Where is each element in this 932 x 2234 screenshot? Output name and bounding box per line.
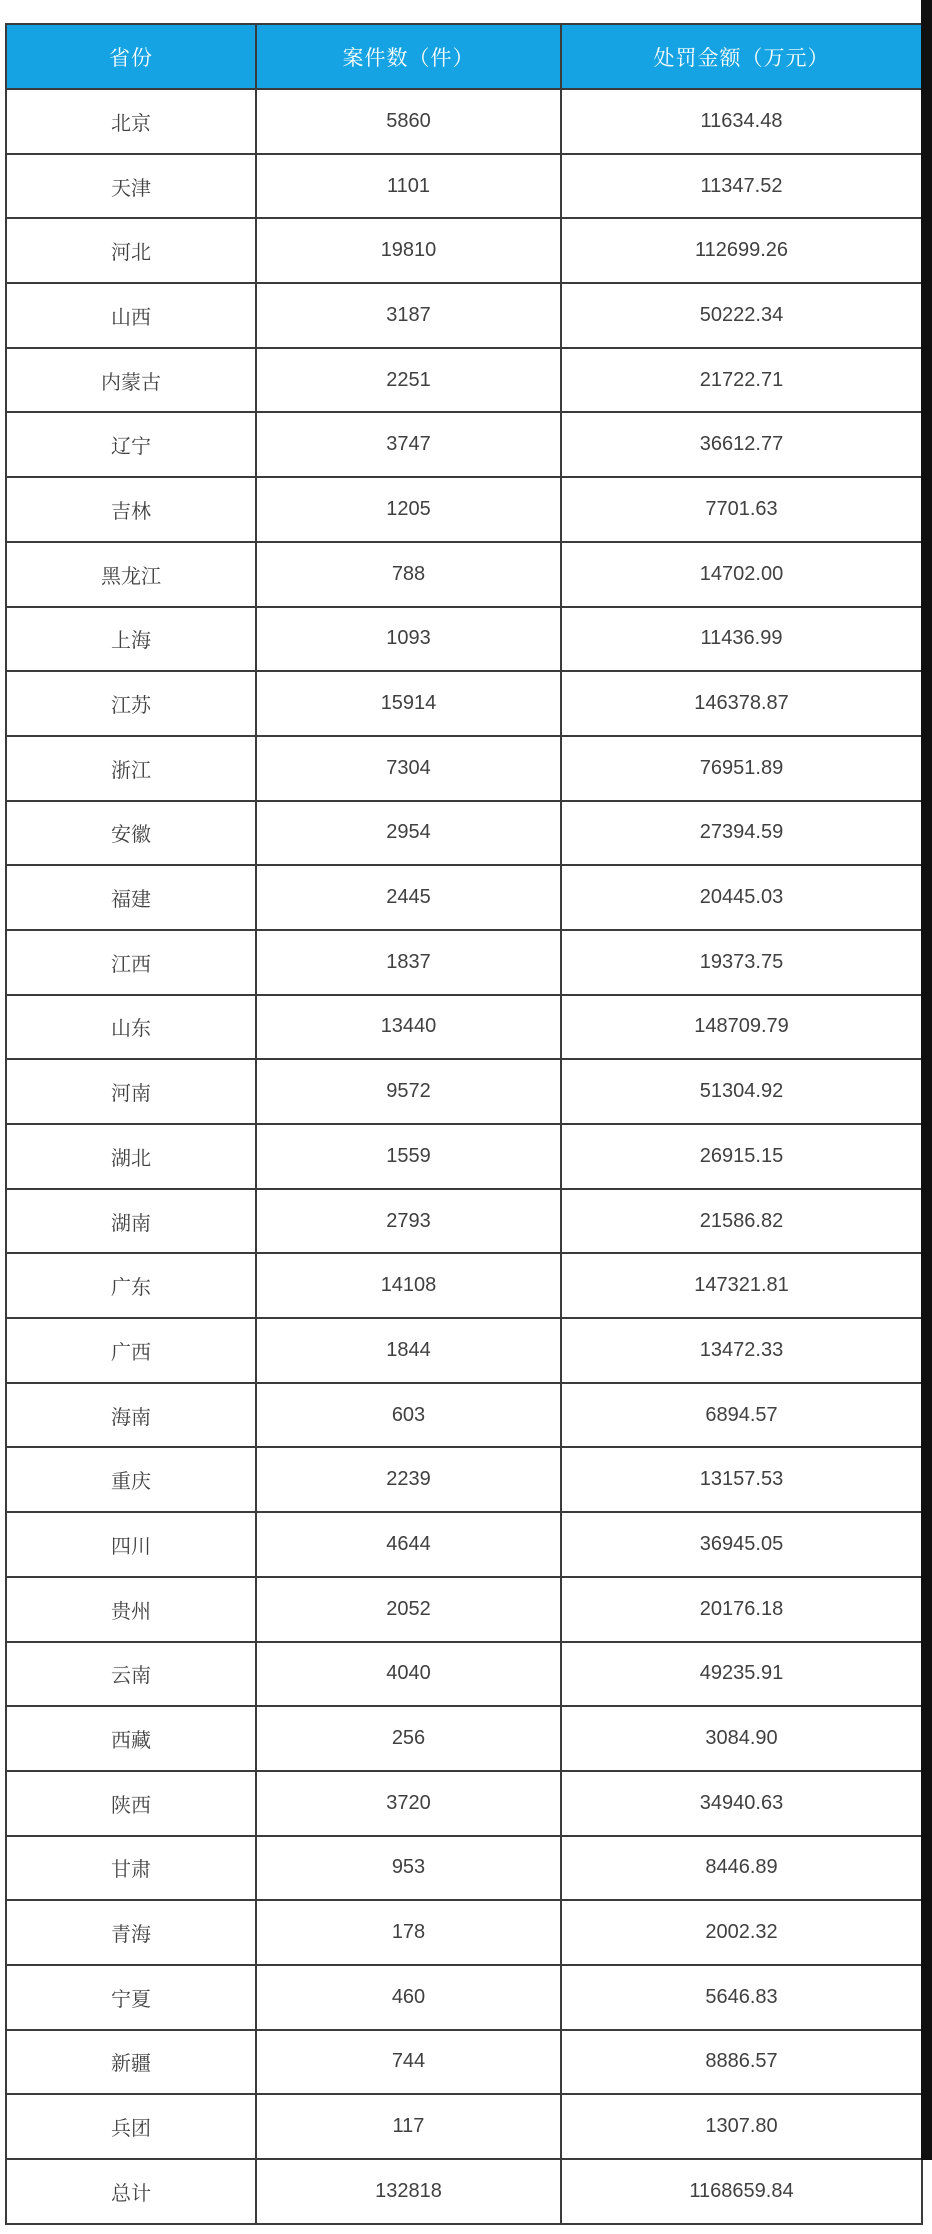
province-cell: 江苏 bbox=[6, 671, 256, 736]
amount-cell: 36945.05 bbox=[561, 1512, 922, 1577]
amount-cell: 27394.59 bbox=[561, 801, 922, 866]
table-row bbox=[6, 930, 922, 995]
province-cell: 吉林 bbox=[6, 477, 256, 542]
table-row bbox=[6, 348, 922, 413]
table-row bbox=[6, 1124, 922, 1189]
province-cell: 四川 bbox=[6, 1512, 256, 1577]
amount-cell: 7701.63 bbox=[561, 477, 922, 542]
table-row bbox=[6, 412, 922, 477]
cases-cell: 5860 bbox=[256, 89, 561, 154]
table-row bbox=[6, 1447, 922, 1512]
province-cell: 辽宁 bbox=[6, 412, 256, 477]
cases-cell: 132818 bbox=[256, 2159, 561, 2224]
table-row bbox=[6, 89, 922, 154]
cases-cell: 3747 bbox=[256, 412, 561, 477]
amount-cell: 11436.99 bbox=[561, 607, 922, 672]
province-cell: 宁夏 bbox=[6, 1965, 256, 2030]
table-row bbox=[6, 1577, 922, 1642]
province-cell: 重庆 bbox=[6, 1447, 256, 1512]
cases-cell: 19810 bbox=[256, 218, 561, 283]
amount-cell: 36612.77 bbox=[561, 412, 922, 477]
province-cell: 陕西 bbox=[6, 1771, 256, 1836]
table-row bbox=[6, 1512, 922, 1577]
cases-cell: 256 bbox=[256, 1706, 561, 1771]
amount-cell: 112699.26 bbox=[561, 218, 922, 283]
province-cell: 湖北 bbox=[6, 1124, 256, 1189]
amount-cell: 20445.03 bbox=[561, 865, 922, 930]
table-row bbox=[6, 477, 922, 542]
cases-cell: 2239 bbox=[256, 1447, 561, 1512]
cases-cell: 9572 bbox=[256, 1059, 561, 1124]
cases-cell: 15914 bbox=[256, 671, 561, 736]
amount-cell: 14702.00 bbox=[561, 542, 922, 607]
province-cell: 贵州 bbox=[6, 1577, 256, 1642]
province-cell: 黑龙江 bbox=[6, 542, 256, 607]
province-cell: 山西 bbox=[6, 283, 256, 348]
cases-cell: 1093 bbox=[256, 607, 561, 672]
table-row bbox=[6, 1059, 922, 1124]
province-cell: 总计 bbox=[6, 2159, 256, 2224]
amount-cell: 51304.92 bbox=[561, 1059, 922, 1124]
table-row bbox=[6, 1900, 922, 1965]
cases-cell: 3187 bbox=[256, 283, 561, 348]
amount-cell: 11347.52 bbox=[561, 154, 922, 219]
province-cell: 海南 bbox=[6, 1383, 256, 1448]
header-row bbox=[6, 24, 922, 89]
table-row bbox=[6, 154, 922, 219]
province-cell: 青海 bbox=[6, 1900, 256, 1965]
amount-cell: 26915.15 bbox=[561, 1124, 922, 1189]
amount-cell: 13472.33 bbox=[561, 1318, 922, 1383]
cases-cell: 1559 bbox=[256, 1124, 561, 1189]
table-row bbox=[6, 671, 922, 736]
table-row bbox=[6, 542, 922, 607]
amount-cell: 3084.90 bbox=[561, 1706, 922, 1771]
amount-cell: 2002.32 bbox=[561, 1900, 922, 1965]
table-row bbox=[6, 2030, 922, 2095]
table-row bbox=[6, 1836, 922, 1901]
cases-cell: 4644 bbox=[256, 1512, 561, 1577]
table-row bbox=[6, 1253, 922, 1318]
table-row bbox=[6, 283, 922, 348]
table-row bbox=[6, 801, 922, 866]
table-row bbox=[6, 1383, 922, 1448]
cases-cell: 14108 bbox=[256, 1253, 561, 1318]
table-body bbox=[6, 89, 922, 2224]
penalty-table bbox=[5, 23, 923, 2225]
header-cases: 案件数（件） bbox=[256, 24, 561, 89]
table-row bbox=[6, 607, 922, 672]
amount-cell: 8446.89 bbox=[561, 1836, 922, 1901]
cases-cell: 603 bbox=[256, 1383, 561, 1448]
cases-cell: 2052 bbox=[256, 1577, 561, 1642]
cases-cell: 3720 bbox=[256, 1771, 561, 1836]
province-cell: 山东 bbox=[6, 995, 256, 1060]
cases-cell: 1205 bbox=[256, 477, 561, 542]
cases-cell: 2954 bbox=[256, 801, 561, 866]
cases-cell: 4040 bbox=[256, 1642, 561, 1707]
cases-cell: 1101 bbox=[256, 154, 561, 219]
amount-cell: 21586.82 bbox=[561, 1189, 922, 1254]
province-cell: 广西 bbox=[6, 1318, 256, 1383]
table-row bbox=[6, 1642, 922, 1707]
cases-cell: 1837 bbox=[256, 930, 561, 995]
cases-cell: 2251 bbox=[256, 348, 561, 413]
province-cell: 北京 bbox=[6, 89, 256, 154]
cases-cell: 2445 bbox=[256, 865, 561, 930]
cases-cell: 953 bbox=[256, 1836, 561, 1901]
amount-cell: 20176.18 bbox=[561, 1577, 922, 1642]
table-row bbox=[6, 1189, 922, 1254]
province-cell: 甘肃 bbox=[6, 1836, 256, 1901]
province-cell: 上海 bbox=[6, 607, 256, 672]
amount-cell: 50222.34 bbox=[561, 283, 922, 348]
table-row bbox=[6, 2094, 922, 2159]
province-cell: 福建 bbox=[6, 865, 256, 930]
table-row bbox=[6, 1771, 922, 1836]
right-edge-strip bbox=[921, 0, 932, 2160]
amount-cell: 11634.48 bbox=[561, 89, 922, 154]
amount-cell: 146378.87 bbox=[561, 671, 922, 736]
cases-cell: 13440 bbox=[256, 995, 561, 1060]
province-cell: 西藏 bbox=[6, 1706, 256, 1771]
table-row bbox=[6, 995, 922, 1060]
province-cell: 河北 bbox=[6, 218, 256, 283]
province-cell: 湖南 bbox=[6, 1189, 256, 1254]
province-cell: 浙江 bbox=[6, 736, 256, 801]
total-row bbox=[6, 2159, 922, 2224]
province-cell: 新疆 bbox=[6, 2030, 256, 2095]
amount-cell: 147321.81 bbox=[561, 1253, 922, 1318]
province-cell: 天津 bbox=[6, 154, 256, 219]
amount-cell: 49235.91 bbox=[561, 1642, 922, 1707]
amount-cell: 8886.57 bbox=[561, 2030, 922, 2095]
amount-cell: 13157.53 bbox=[561, 1447, 922, 1512]
province-cell: 安徽 bbox=[6, 801, 256, 866]
amount-cell: 1168659.84 bbox=[561, 2159, 922, 2224]
header-amount: 处罚金额（万元） bbox=[561, 24, 922, 89]
amount-cell: 148709.79 bbox=[561, 995, 922, 1060]
amount-cell: 34940.63 bbox=[561, 1771, 922, 1836]
province-cell: 兵团 bbox=[6, 2094, 256, 2159]
cases-cell: 178 bbox=[256, 1900, 561, 1965]
amount-cell: 76951.89 bbox=[561, 736, 922, 801]
amount-cell: 21722.71 bbox=[561, 348, 922, 413]
table-row bbox=[6, 1965, 922, 2030]
amount-cell: 19373.75 bbox=[561, 930, 922, 995]
cases-cell: 460 bbox=[256, 1965, 561, 2030]
province-cell: 江西 bbox=[6, 930, 256, 995]
amount-cell: 5646.83 bbox=[561, 1965, 922, 2030]
table-row bbox=[6, 1706, 922, 1771]
table-row bbox=[6, 218, 922, 283]
cases-cell: 2793 bbox=[256, 1189, 561, 1254]
cases-cell: 788 bbox=[256, 542, 561, 607]
province-cell: 河南 bbox=[6, 1059, 256, 1124]
amount-cell: 6894.57 bbox=[561, 1383, 922, 1448]
province-cell: 云南 bbox=[6, 1642, 256, 1707]
table-row bbox=[6, 865, 922, 930]
table-row bbox=[6, 1318, 922, 1383]
province-cell: 内蒙古 bbox=[6, 348, 256, 413]
table-row bbox=[6, 736, 922, 801]
cases-cell: 1844 bbox=[256, 1318, 561, 1383]
cases-cell: 7304 bbox=[256, 736, 561, 801]
province-cell: 广东 bbox=[6, 1253, 256, 1318]
cases-cell: 744 bbox=[256, 2030, 561, 2095]
header-province: 省份 bbox=[6, 24, 256, 89]
amount-cell: 1307.80 bbox=[561, 2094, 922, 2159]
cases-cell: 117 bbox=[256, 2094, 561, 2159]
